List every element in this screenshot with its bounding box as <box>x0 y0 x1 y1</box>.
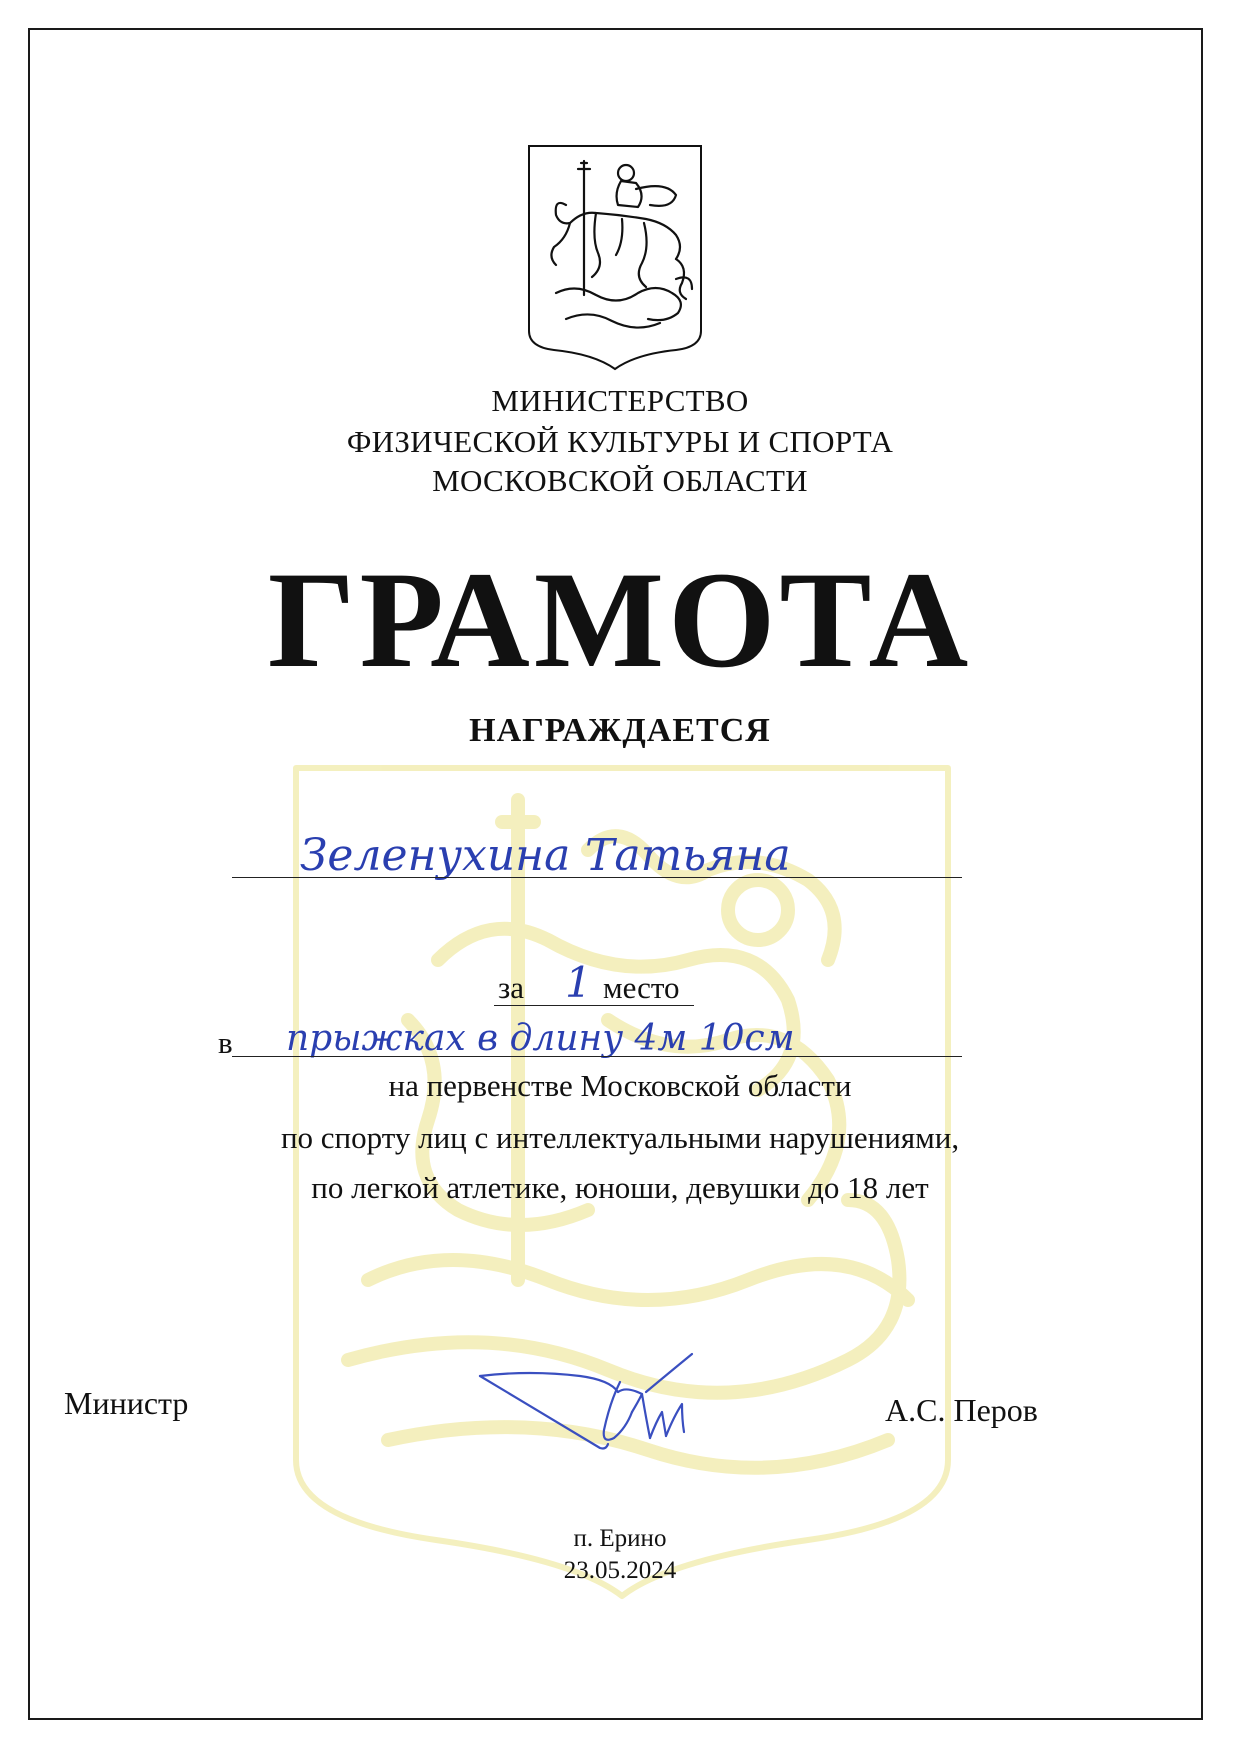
awarded-label: НАГРАЖДАЕТСЯ <box>469 712 771 749</box>
event-prefix: в <box>218 1025 233 1060</box>
location: п. Ерино <box>573 1525 667 1552</box>
signatory-name: А.С. Перов <box>885 1392 1038 1428</box>
place-prefix: за <box>498 970 525 1005</box>
place-value: 1 <box>565 958 592 1007</box>
place-suffix: место <box>603 970 680 1005</box>
competition-line-2: по спорту лиц с интеллектуальными нарушениями, <box>280 1120 960 1155</box>
event-value: прыжках в длину 4м 10см <box>286 1018 795 1059</box>
ministry-name-line-2: ФИЗИЧЕСКОЙ КУЛЬТУРЫ И СПОРТА <box>346 424 894 459</box>
date: 23.05.2024 <box>563 1557 677 1584</box>
signatory-position: Министр <box>64 1385 189 1421</box>
recipient-surname: Зеленухина <box>300 830 571 881</box>
competition-line-1: на первенстве Московской области <box>388 1068 852 1103</box>
certificate-title: ГРАМОТА <box>267 543 973 696</box>
ministry-name-line-1: МИНИСТЕРСТВО <box>491 383 749 418</box>
recipient-name: Татьяна <box>585 830 791 881</box>
event-underline <box>232 1056 962 1057</box>
competition-line-3: по легкой атлетике, юноши, девушки до 18 лет <box>311 1170 929 1205</box>
coat-of-arms-icon <box>526 143 704 371</box>
ministry-name-line-3: МОСКОВСКОЙ ОБЛАСТИ <box>432 463 808 498</box>
recipient-underline <box>232 877 962 878</box>
signature-icon <box>470 1352 710 1462</box>
place-underline <box>494 1005 694 1006</box>
